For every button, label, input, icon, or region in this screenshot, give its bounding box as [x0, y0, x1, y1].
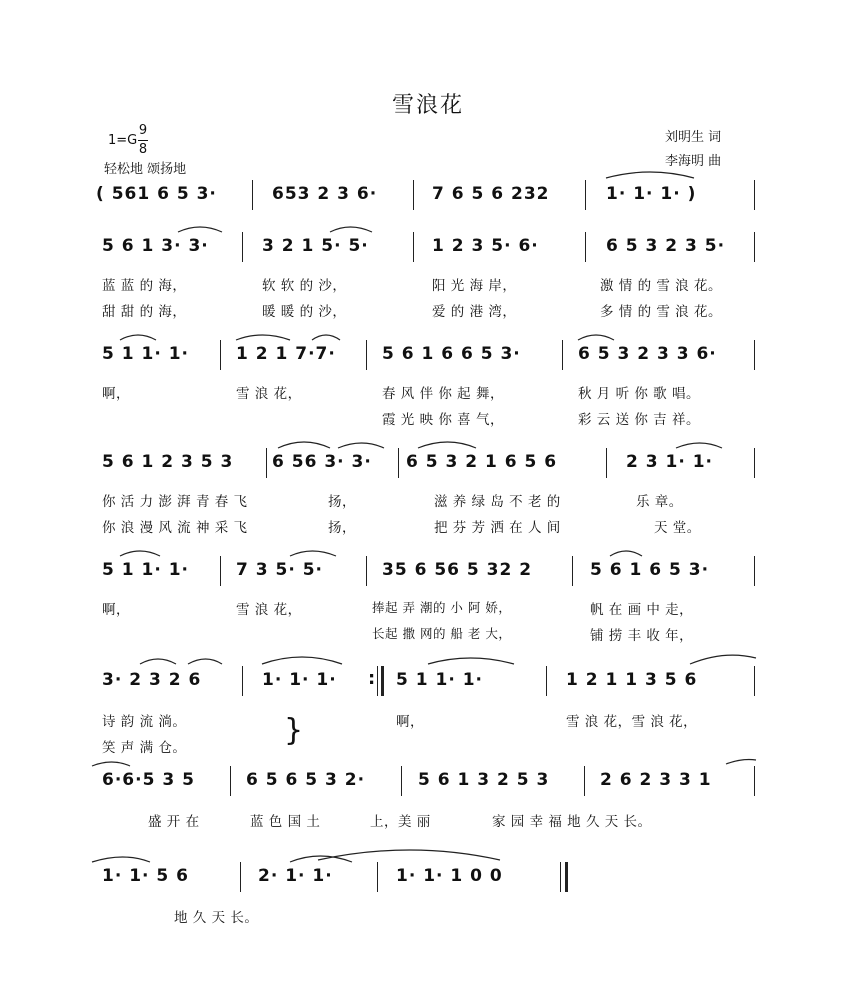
lyric: 地 久 天 长。	[174, 910, 259, 926]
lyric: 你 活 力 澎 湃 青 春 飞	[102, 494, 248, 510]
barline	[366, 556, 367, 586]
measure: 2 6 2 3 3 1	[600, 770, 712, 790]
barline	[240, 862, 241, 892]
slur-arc	[690, 655, 756, 664]
lyric: 蓝 色 国 土	[250, 814, 321, 830]
lyric: 春 风 伴 你 起 舞，	[382, 386, 504, 402]
measure: 5 6 1 6 5 3·	[590, 560, 710, 580]
barline	[413, 232, 414, 262]
brace: }	[284, 713, 304, 748]
lyric: 铺 捞 丰 收 年，	[590, 628, 694, 644]
measure: 5 1 1· 1·	[102, 344, 189, 364]
lyric: 啊，	[102, 602, 130, 618]
barline	[754, 180, 755, 210]
measure: 5 1 1· 1·	[102, 560, 189, 580]
key-signature: 1=G	[108, 133, 138, 148]
lyric: 蓝 蓝 的 海，	[102, 278, 187, 294]
slur-arc	[236, 335, 290, 340]
slur-arc	[338, 443, 384, 448]
measure: 1· 1· 1· )	[606, 184, 697, 204]
slur-arc	[120, 551, 160, 556]
barline	[242, 666, 243, 696]
lyric: 捧起 弄 潮的 小 阿 娇，	[372, 600, 512, 615]
lyric: 雪 浪 花，	[236, 386, 302, 402]
measure: ( 561 6 5 3·	[96, 184, 217, 204]
measure: 3 2 1 5· 5·	[262, 236, 369, 256]
measure: 7 3 5· 5·	[236, 560, 323, 580]
measure: 6 5 3 2 3 3 6·	[578, 344, 717, 364]
lyric: 阳 光 海 岸，	[432, 278, 517, 294]
barline	[754, 232, 755, 262]
barline	[584, 766, 585, 796]
lyric: 乐 章。	[636, 494, 683, 510]
measure: 1· 1· 5 6	[102, 866, 189, 886]
lyric: 霞 光 映 你 喜 气，	[382, 412, 504, 428]
lyric: 诗 韵 流 淌。	[102, 714, 187, 730]
slur-arc	[290, 551, 336, 556]
lyric: 家 园 幸 福 地 久 天 长。	[492, 814, 652, 830]
barline	[754, 340, 755, 370]
measure: 2 3 1· 1·	[626, 452, 713, 472]
barline	[585, 232, 586, 262]
lyric: 爱 的 港 湾，	[432, 304, 517, 320]
lyric: 上，美 丽	[370, 814, 431, 830]
barline	[754, 666, 755, 696]
barline	[562, 340, 563, 370]
tempo-marking: 轻松地 颂扬地	[104, 162, 187, 177]
barline	[585, 180, 586, 210]
composer-credit: 李海明 曲	[665, 154, 722, 169]
lyric: 笑 声 满 仓。	[102, 740, 187, 756]
slur-arc	[610, 551, 642, 556]
measure: 3· 2 3 2 6	[102, 670, 202, 690]
barline-thick	[381, 666, 384, 696]
repeat-sign: :	[368, 668, 376, 689]
barline	[220, 556, 221, 586]
lyric: 暖 暖 的 沙，	[262, 304, 347, 320]
lyric: 盛 开 在	[148, 814, 200, 830]
barline	[413, 180, 414, 210]
barline	[242, 232, 243, 262]
lyric: 天 堂。	[654, 520, 701, 536]
lyric: 长起 撒 网的 船 老 大，	[372, 626, 512, 641]
barline	[377, 862, 378, 892]
lyric: 秋 月 听 你 歌 唱。	[578, 386, 700, 402]
barline	[546, 666, 547, 696]
slur-arc	[278, 442, 330, 448]
slur-arc	[726, 760, 756, 765]
lyric: 甜 甜 的 海，	[102, 304, 187, 320]
lyric: 激 情 的 雪 浪 花。	[600, 278, 722, 294]
barline	[230, 766, 231, 796]
slur-arc	[418, 442, 476, 448]
lyric: 帆 在 画 中 走，	[590, 602, 694, 618]
slur-arc	[140, 659, 176, 664]
measure: 5 1 1· 1·	[396, 670, 483, 690]
meter-denominator: 8	[138, 142, 148, 157]
barline	[401, 766, 402, 796]
measure: 1· 1· 1 0 0	[396, 866, 503, 886]
slur-arc	[676, 443, 722, 448]
time-signature	[138, 122, 148, 159]
lyric: 你 浪 漫 风 流 神 采 飞	[102, 520, 248, 536]
slur-arc	[428, 658, 514, 664]
barline	[606, 448, 607, 478]
measure: 6·6·5 3 5	[102, 770, 195, 790]
measure: 1 2 3 5· 6·	[432, 236, 539, 256]
lyric: 雪 浪 花，雪 浪 花，	[566, 714, 698, 730]
measure: 1 2 1 1 3 5 6	[566, 670, 698, 690]
lyric: 啊，	[102, 386, 130, 402]
barline	[572, 556, 573, 586]
measure: 6 5 3 2 1 6 5 6	[406, 452, 558, 472]
measure: 35 6 56 5 32 2	[382, 560, 533, 580]
measure: 2· 1· 1·	[258, 866, 333, 886]
slur-arc	[188, 659, 222, 664]
measure: 7 6 5 6 232	[432, 184, 550, 204]
song-title: 雪浪花	[391, 93, 464, 118]
slur-arc	[178, 227, 222, 232]
measure: 6 5 6 5 3 2·	[246, 770, 366, 790]
lyric: 软 软 的 沙，	[262, 278, 347, 294]
slur-arc	[330, 227, 372, 232]
slur-arc	[312, 335, 340, 340]
measure: 5 6 1 6 6 5 3·	[382, 344, 521, 364]
lyric: 滋 养 绿 岛 不 老 的	[434, 494, 561, 510]
measure: 5 6 1 3 2 5 3	[418, 770, 550, 790]
slur-arc	[606, 172, 694, 178]
slur-arc	[578, 335, 614, 340]
lyric: 扬，	[328, 520, 356, 536]
slur-arc	[120, 335, 156, 340]
lyric: 把 芬 芳 洒 在 人 间	[434, 520, 561, 536]
meter-numerator: 9	[138, 123, 148, 138]
barline	[754, 556, 755, 586]
measure: 653 2 3 6·	[272, 184, 378, 204]
lyric: 扬，	[328, 494, 356, 510]
measure: 5 6 1 3· 3·	[102, 236, 209, 256]
measure: 6 56 3· 3·	[272, 452, 372, 472]
barline	[754, 448, 755, 478]
barline	[560, 862, 561, 892]
barline	[754, 766, 755, 796]
measure: 1 2 1 7·7·	[236, 344, 336, 364]
measure: 1· 1· 1·	[262, 670, 337, 690]
slur-arc	[318, 850, 500, 860]
lyricist-credit: 刘明生 词	[665, 130, 722, 145]
slur-arc	[262, 657, 342, 664]
slur-arc	[92, 762, 130, 766]
lyric: 雪 浪 花，	[236, 602, 302, 618]
lyric: 多 情 的 雪 浪 花。	[600, 304, 722, 320]
barline	[377, 666, 378, 696]
measure: 5 6 1 2 3 5 3	[102, 452, 234, 472]
barline	[266, 448, 267, 478]
barline	[366, 340, 367, 370]
barline	[398, 448, 399, 478]
barline	[252, 180, 253, 210]
lyric: 啊，	[396, 714, 424, 730]
slur-arc	[290, 856, 352, 862]
measure: 6 5 3 2 3 5·	[606, 236, 726, 256]
barline	[220, 340, 221, 370]
final-barline	[565, 862, 568, 892]
lyric: 彩 云 送 你 吉 祥。	[578, 412, 700, 428]
slur-arc	[92, 857, 150, 862]
